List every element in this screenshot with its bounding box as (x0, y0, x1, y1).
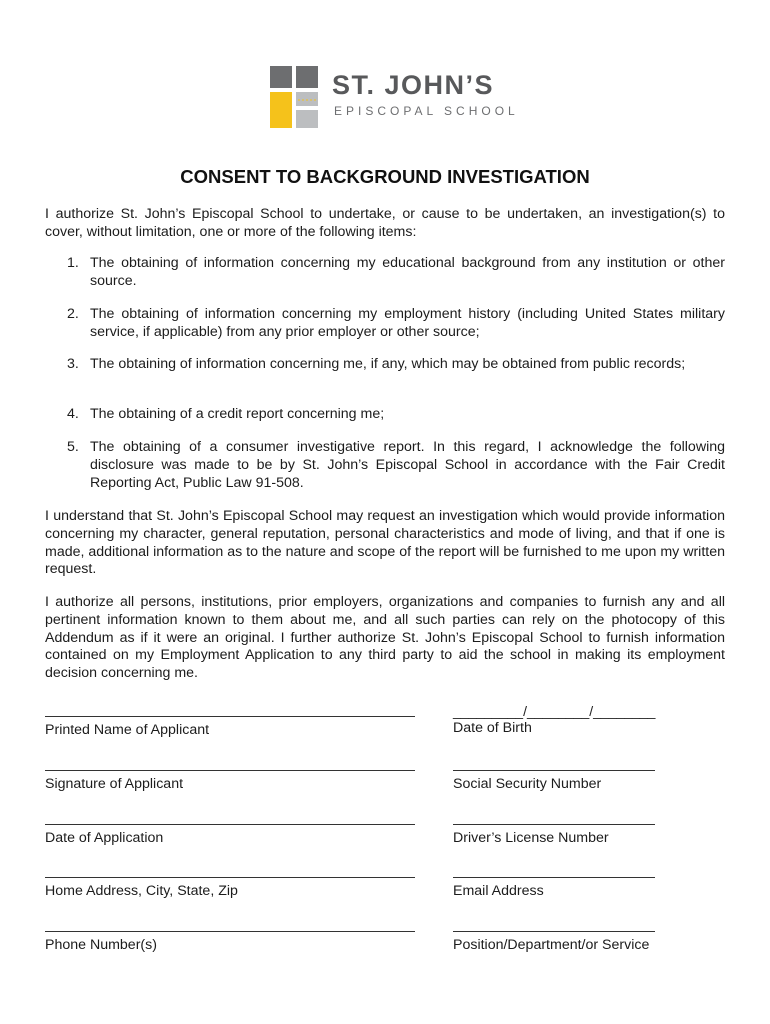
drivers-license-field[interactable] (453, 824, 655, 847)
signature-line (453, 824, 655, 825)
list-item-text: The obtaining of a credit report concerning me; (90, 406, 385, 422)
list-item-number: 4. (67, 406, 79, 422)
logo-school-subtitle: EPISCOPAL SCHOOL (334, 104, 519, 118)
social-security-label: Social Security Number (453, 776, 602, 792)
applicant-signature-label: Signature of Applicant (45, 776, 184, 792)
email-address-field[interactable] (453, 877, 655, 900)
position-department-field[interactable] (453, 931, 655, 954)
list-item-number: 2. (67, 306, 79, 322)
position-department-label: Position/Department/or Service (453, 937, 650, 953)
school-logo-mark (270, 66, 322, 128)
signature-line (45, 824, 415, 825)
list-item-text: The obtaining of information concerning my employment history (including United States military service, if applicable) from any prior employer or other source; (90, 306, 725, 340)
signature-line (453, 770, 655, 771)
document-title: CONSENT TO BACKGROUND INVESTIGATION (180, 166, 590, 187)
date-of-application-label: Date of Application (45, 830, 164, 846)
drivers-license-label: Driver’s License Number (453, 830, 609, 846)
date-of-birth-label: Date of Birth (453, 720, 532, 736)
signature-line (45, 770, 415, 771)
home-address-label: Home Address, City, State, Zip (45, 883, 238, 899)
phone-numbers-label: Phone Number(s) (45, 937, 157, 953)
printed-name-field[interactable] (45, 716, 415, 739)
authorization-paragraph: I authorize all persons, institutions, prior employers, organizations and companies to furnish any and all pertinent information known to them about me, and all such parties can rely on the photocopy of this Addendum as if it were an original. I further authorize St. John’s Episcopal School to furnish information contained on my Employment Application to any third party to aid the school in making its employment decision concerning me. (45, 594, 725, 682)
intro-paragraph: I authorize St. John’s Episcopal School to undertake, or cause to be undertaken, an investigation(s) to cover, without limitation, one or more of the following items: (45, 206, 725, 240)
signature-line (453, 931, 655, 932)
signature-line (45, 716, 415, 717)
date-of-birth-field[interactable] (453, 704, 663, 737)
home-address-field[interactable] (45, 877, 415, 900)
school-logo (270, 66, 519, 128)
signature-line (45, 931, 415, 932)
list-item-number: 1. (67, 255, 79, 271)
printed-name-label: Printed Name of Applicant (45, 722, 210, 738)
list-item-number: 5. (67, 439, 79, 455)
disclosure-paragraph: I understand that St. John’s Episcopal School may request an investigation which would provide information concerning my character, general reputation, personal characteristics and mode of living, and that if one is made, additional information as to the nature and scope of the report will be furnished to me upon my written request. (45, 508, 725, 578)
list-item-number: 3. (67, 356, 79, 372)
logo-school-name: ST. JOHN’S (332, 70, 495, 100)
list-item-text: The obtaining of information concerning my educational background from any institution or other source. (90, 255, 725, 289)
social-security-field[interactable] (453, 770, 655, 793)
email-address-label: Email Address (453, 883, 544, 899)
date-of-application-field[interactable] (45, 824, 415, 847)
phone-numbers-field[interactable] (45, 931, 415, 954)
list-item-text: The obtaining of a consumer investigative report. In this regard, I acknowledge the following disclosure was made to be by St. John’s Episcopal School in accordance with the Fair Credit Reporting Act, Public Law 91-508. (90, 439, 725, 491)
applicant-signature-field[interactable] (45, 770, 415, 793)
signature-line (453, 877, 655, 878)
date-of-birth-blank: _________/________/________ (453, 703, 656, 719)
signature-line (45, 877, 415, 878)
list-item-text: The obtaining of information concerning me, if any, which may be obtained from public records; (90, 356, 686, 372)
